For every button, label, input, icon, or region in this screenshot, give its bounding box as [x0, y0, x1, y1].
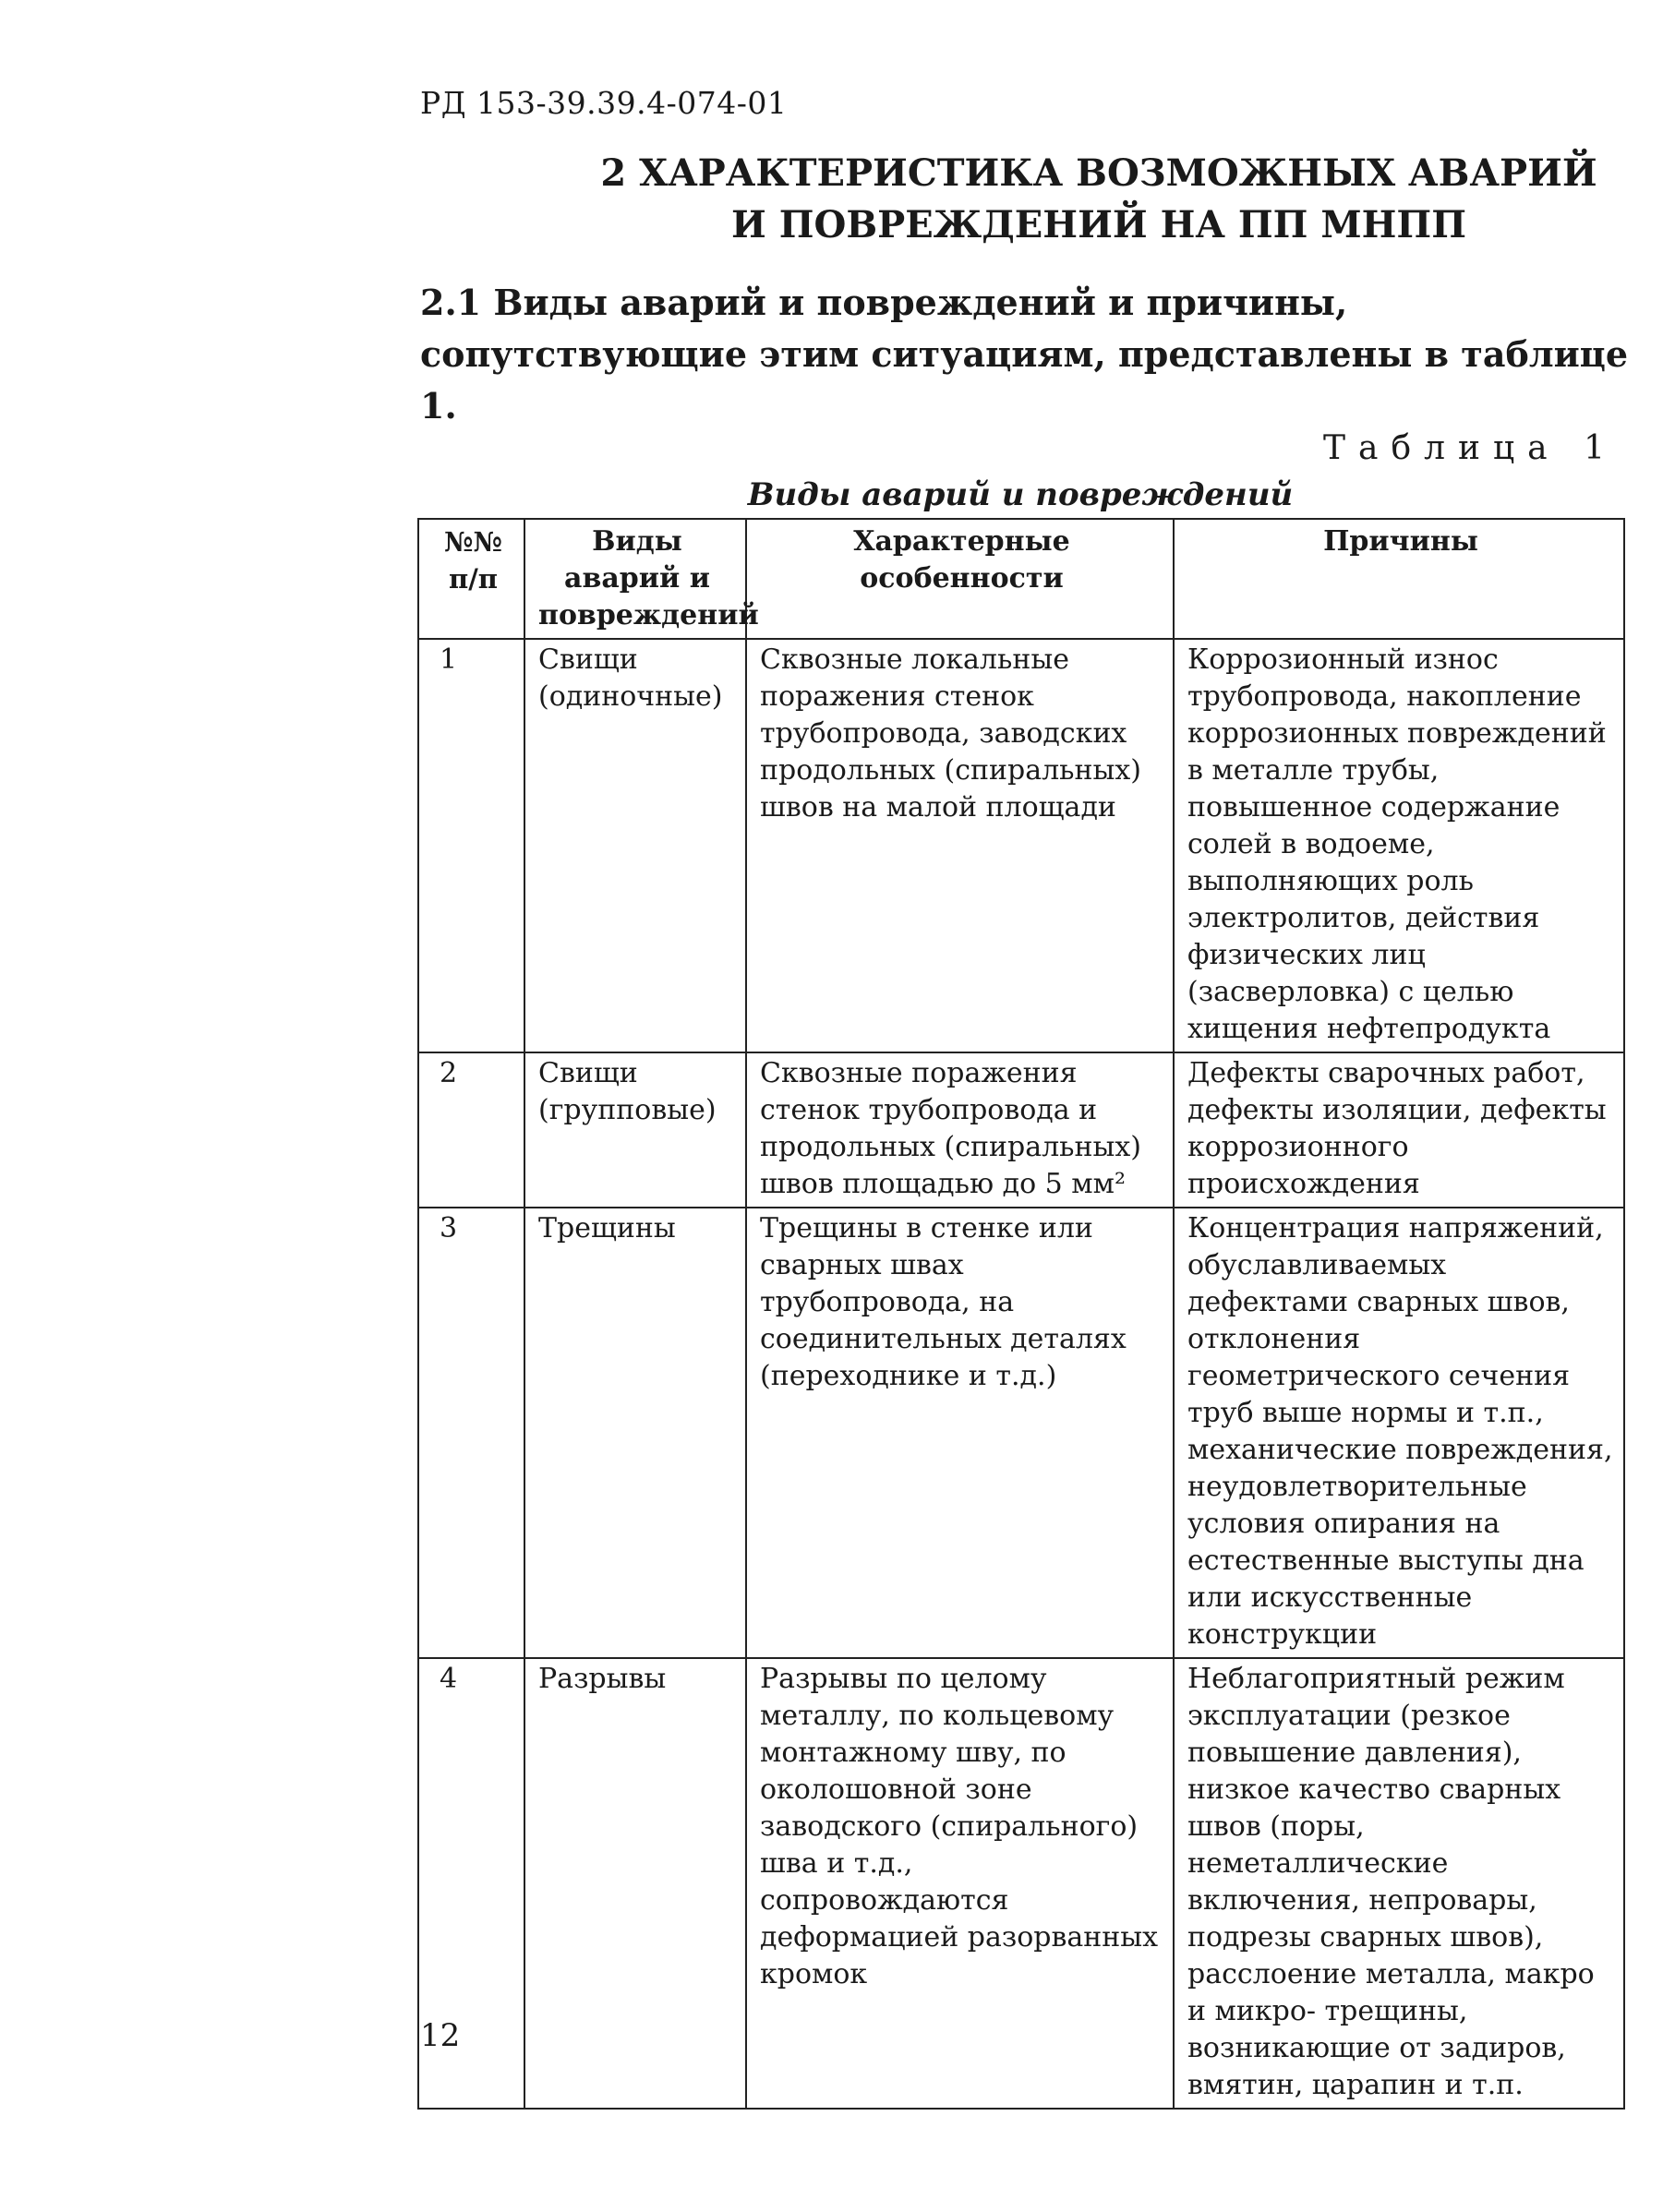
row-number: 1 [418, 639, 524, 1052]
row-number: 4 [418, 1658, 524, 2109]
section-title-line-2: И ПОВРЕЖДЕНИЙ НА ПП МНПП [731, 203, 1466, 246]
row-accident-type: Разрывы [524, 1658, 746, 2109]
section-title [420, 148, 1621, 251]
accidents-table [417, 518, 1625, 2110]
header-causes: Причины [1174, 519, 1624, 639]
row-features: Разрывы по целому металлу, по кольцевому монтажному шву, по околошовной зоне заводского (спирального) шва и т.д., сопровождаются деформацией разорванных кромок [746, 1658, 1174, 2109]
row-accident-type: Свищи (одиночные) [524, 639, 746, 1052]
table-label: Таблица 1 [1323, 429, 1618, 467]
row-causes: Неблагоприятный режим эксплуатации (резкое повышение давления), низкое качество сварных швов (поры, неметаллические включения, непровары, подрезы сварных швов), расслоение металла, макро и микро- трещины, возникающие от задиров, вмятин, царапин и т.п. [1174, 1658, 1624, 2109]
section-intro-paragraph: 2.1 Виды аварий и повреждений и причины, сопутствующие этим ситуациям, представлены в таблице 1. [420, 282, 1629, 427]
table-row [418, 639, 1624, 1052]
table-caption: Виды аварий и повреждений [747, 476, 1294, 513]
header-features: Характерные особенности [746, 519, 1174, 639]
row-features: Сквозные локальные поражения стенок трубопровода, заводских продольных (спиральных) швов на малой площади [746, 639, 1174, 1052]
header-accident-type: Виды аварий и повреждений [524, 519, 746, 639]
row-features: Трещины в стенке или сварных швах трубопровода, на соединительных деталях (переходнике и т.д.) [746, 1208, 1174, 1658]
row-causes: Концентрация напряжений, обуславливаемых дефектами сварных швов, отклонения геометрического сечения труб выше нормы и т.п., механические повреждения, неудовлетворительные условия опирания на естественные выступы дна или искусственные конструкции [1174, 1208, 1624, 1658]
row-features: Сквозные поражения стенок трубопровода и продольных (спиральных) швов площадью до 5 мм² [746, 1052, 1174, 1208]
section-title-line-1: 2 ХАРАКТЕРИСТИКА ВОЗМОЖНЫХ АВАРИЙ [600, 151, 1597, 195]
header-number: №№ п/п [418, 519, 524, 639]
table-row [418, 1208, 1624, 1658]
page-number: 12 [420, 2017, 461, 2054]
row-causes: Коррозионный износ трубопровода, накопление коррозионных повреждений в металле трубы, повышенное содержание солей в водоеме, выполняющих роль электролитов, действия физических лиц (засверловка) с целью хищения нефтепродукта [1174, 639, 1624, 1052]
row-number: 3 [418, 1208, 524, 1658]
table-row [418, 1658, 1624, 2109]
table-header-row [418, 519, 1624, 639]
document-code: РД 153-39.39.4-074-01 [420, 85, 788, 121]
row-number: 2 [418, 1052, 524, 1208]
row-accident-type: Свищи (групповые) [524, 1052, 746, 1208]
table-row [418, 1052, 1624, 1208]
row-accident-type: Трещины [524, 1208, 746, 1658]
row-causes: Дефекты сварочных работ, дефекты изоляции, дефекты коррозионного происхождения [1174, 1052, 1624, 1208]
